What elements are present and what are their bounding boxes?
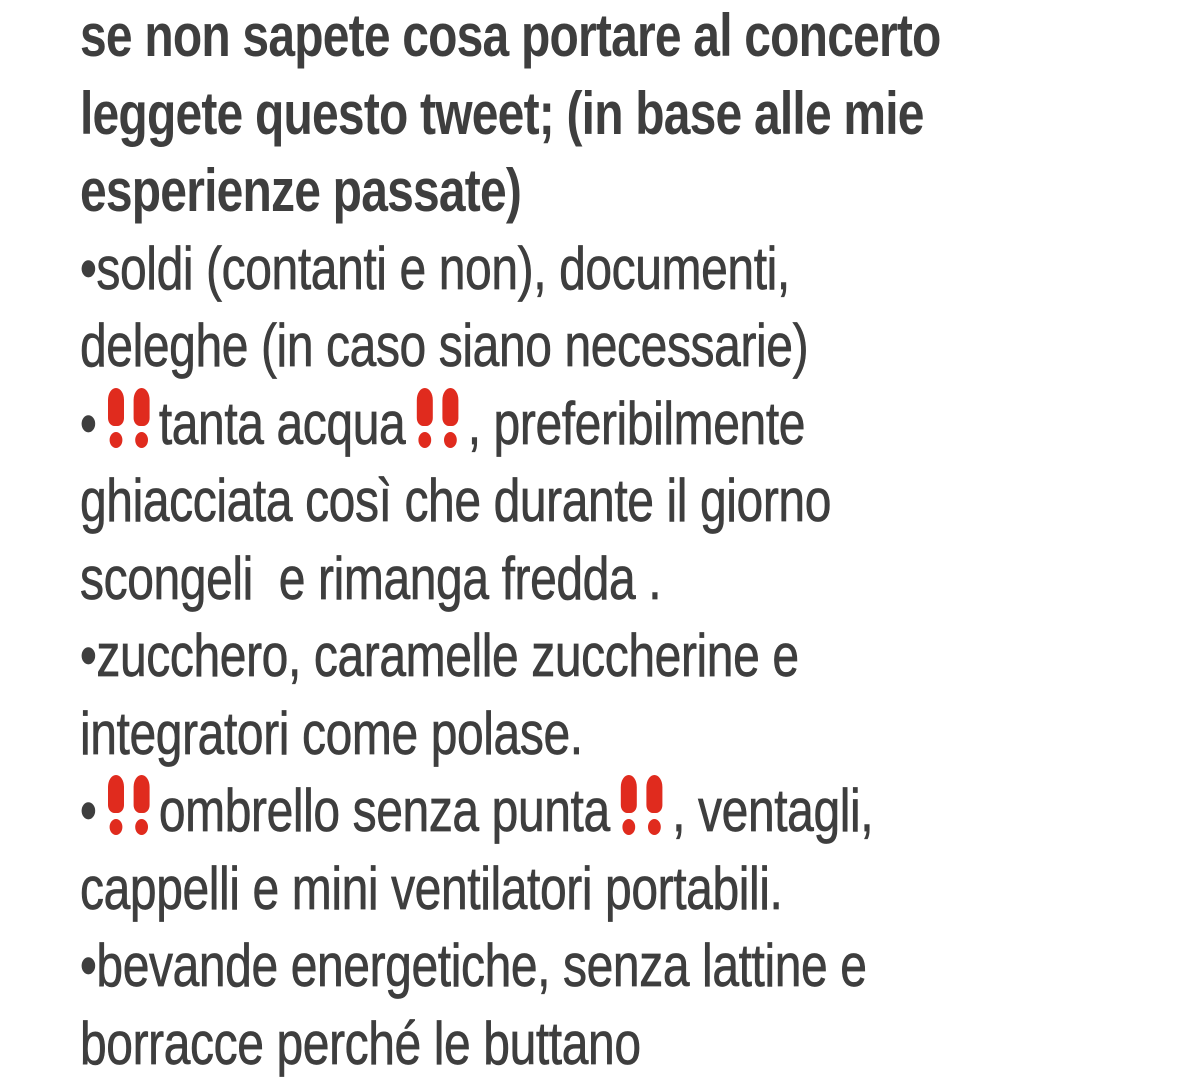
text-segment: , preferibilmente: [468, 390, 805, 457]
tweet-line: [80, 850, 1179, 928]
exclamation-mark-shape: [108, 388, 124, 448]
text-segment: esperienze passate): [80, 157, 521, 224]
exclamation-mark-shape: [108, 775, 124, 835]
tweet-line: [80, 75, 1179, 153]
exclamation-mark-shape: [647, 775, 663, 835]
text-segment: , ventagli,: [672, 777, 873, 844]
text-segment: deleghe (in caso siano necessarie): [80, 312, 808, 379]
text-segment: •: [80, 390, 96, 457]
double-exclamation-emoji: [416, 388, 458, 448]
tweet-line: [80, 695, 1179, 773]
tweet-line: [80, 540, 1179, 618]
exclamation-mark-shape: [133, 388, 149, 448]
exclamation-mark-shape: [133, 775, 149, 835]
tweet-line: [80, 385, 1179, 463]
text-segment: •bevande energetiche, senza lattine e: [80, 932, 867, 999]
tweet-line: [80, 0, 1179, 75]
text-segment: ombrello senza punta: [159, 777, 610, 844]
tweet-line: [80, 927, 1179, 1005]
text-segment: se non sapete cosa portare al concerto: [80, 2, 941, 69]
text-segment: scongeli e rimanga fredda .: [80, 545, 661, 612]
tweet-line: [80, 617, 1179, 695]
text-segment: •zucchero, caramelle zuccherine e: [80, 622, 799, 689]
text-segment: borracce perché le buttano: [80, 1010, 641, 1077]
double-exclamation-emoji: [621, 775, 663, 835]
tweet-line: [80, 230, 1179, 308]
text-segment: integratori come polase.: [80, 700, 583, 767]
text-segment: •soldi (contanti e non), documenti,: [80, 235, 790, 302]
exclamation-mark-shape: [442, 388, 458, 448]
double-exclamation-emoji: [108, 388, 150, 448]
text-segment: tanta acqua: [159, 390, 405, 457]
exclamation-mark-shape: [416, 388, 432, 448]
tweet-line: [80, 462, 1179, 540]
tweet-line: [80, 772, 1179, 850]
text-segment: cappelli e mini ventilatori portabili.: [80, 855, 782, 922]
text-segment: leggete questo tweet; (in base alle mie: [80, 80, 924, 147]
text-segment: •: [80, 777, 96, 844]
exclamation-mark-shape: [621, 775, 637, 835]
tweet-line: [80, 1005, 1179, 1082]
tweet-line: [80, 307, 1179, 385]
text-segment: ghiacciata così che durante il giorno: [80, 467, 831, 534]
tweet-line: [80, 152, 1179, 230]
double-exclamation-emoji: [108, 775, 150, 835]
